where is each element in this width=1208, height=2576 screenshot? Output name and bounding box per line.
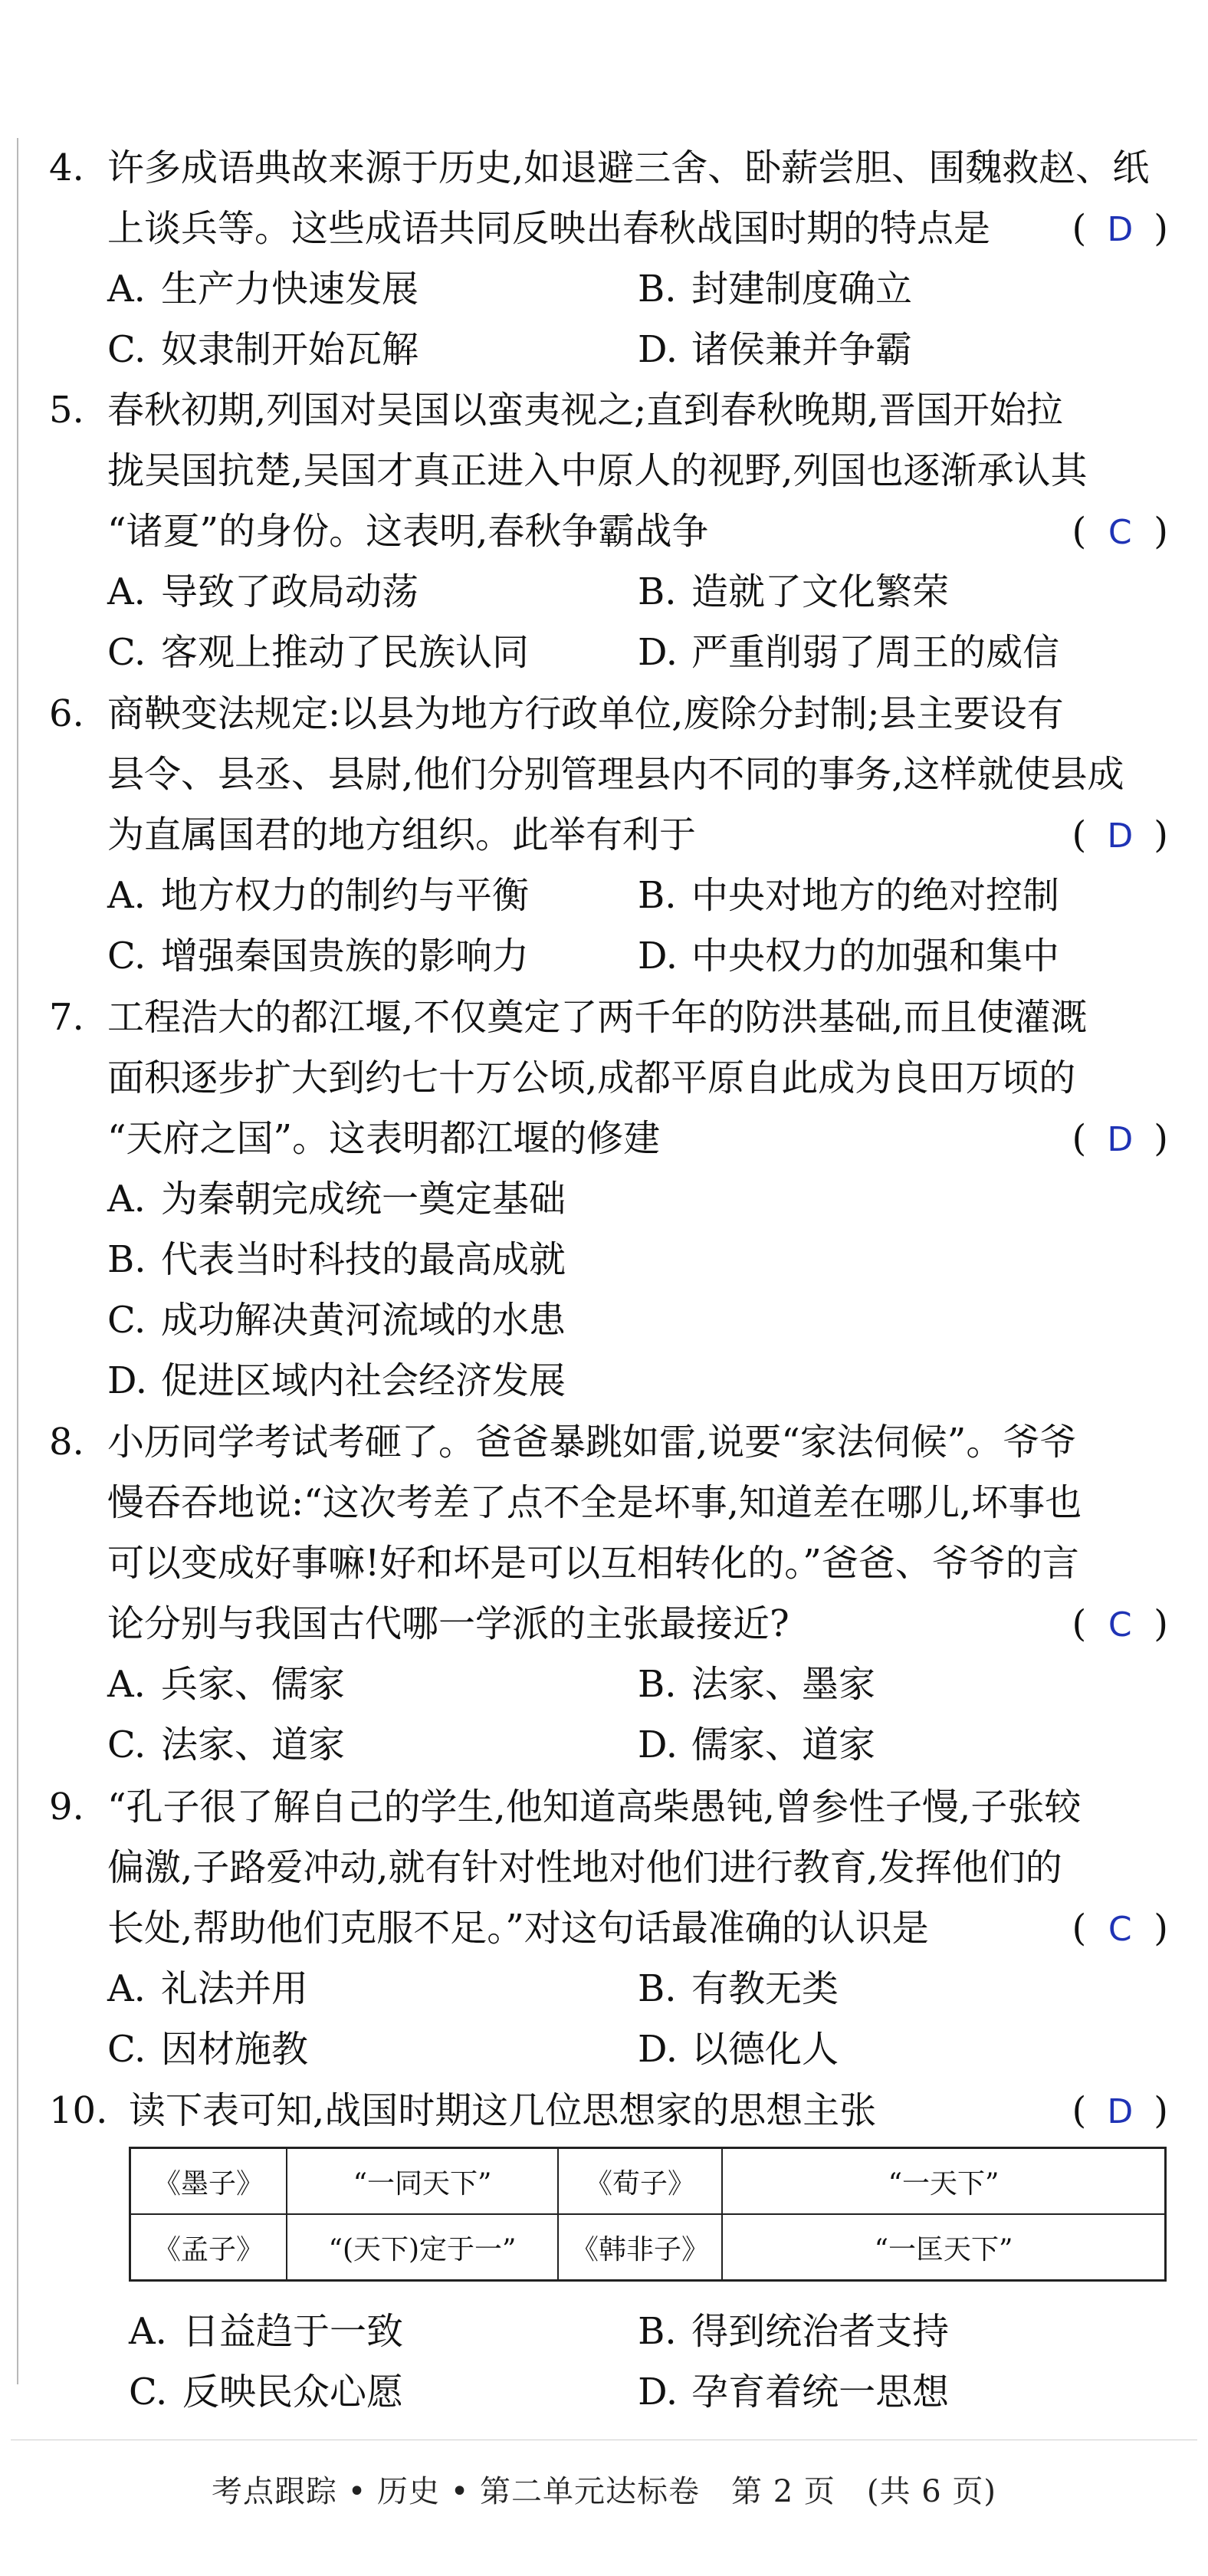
- option-d: D. 孕育着统一思想: [638, 2371, 950, 2413]
- question-stem-line: 县令、县丞、县尉,他们分别管理县内不同的事务,这样就使县成: [107, 753, 1124, 796]
- options: [49, 2302, 1168, 2423]
- question-stem-line: 偏激,子路爱冲动,就有针对性地对他们进行教育,发挥他们的: [107, 1846, 1062, 1889]
- question-5: [49, 380, 1168, 683]
- question-stem-line: 慢吞吞地说:“这次考差了点不全是坏事,知道差在哪儿,坏事也: [107, 1481, 1082, 1524]
- answer-letter: D: [1107, 1120, 1134, 1159]
- option-d: D. 促进区域内社会经济发展: [107, 1359, 566, 1402]
- options: [49, 1169, 1168, 1411]
- table-row: [130, 2214, 1166, 2281]
- question-stem-text: “天府之国”。这表明都江堰的修建: [107, 1117, 661, 1160]
- question-stem-line: 拢吴国抗楚,吴国才真正进入中原人的视野,列国也逐渐承认其: [107, 449, 1088, 492]
- question-stem-text: 为直属国君的地方组织。此举有利于: [107, 813, 697, 856]
- table-cell: 《孟子》: [130, 2214, 287, 2281]
- question-6: [49, 684, 1168, 987]
- question-stem-line: 可以变成好事嘛!好和坏是可以互相转化的。”爸爸、爷爷的言: [107, 1542, 1079, 1585]
- options: [49, 562, 1168, 683]
- option-b: B. 中央对地方的绝对控制: [638, 874, 1060, 917]
- answer-letter: D: [1107, 2092, 1134, 2131]
- question-stem-line: 春秋初期,列国对吴国以蛮夷视之;直到春秋晚期,晋国开始拉: [107, 389, 1063, 432]
- answer-letter: C: [1108, 1910, 1132, 1949]
- question-stem-line: 面积逐步扩大到约七十万公顷,成都平原自此成为良田万顷的: [107, 1056, 1076, 1099]
- question-stem-line-last: [49, 1594, 1168, 1654]
- question-number: 8.: [49, 1421, 84, 1464]
- answer-box: ( D ): [1072, 805, 1168, 866]
- table-cell: “一天下”: [722, 2148, 1166, 2215]
- option-c: C. 法家、道家: [107, 1723, 346, 1766]
- question-stem-text: 上谈兵等。这些成语共同反映出春秋战国时期的特点是: [107, 207, 991, 250]
- option-c: C. 成功解决黄河流域的水患: [107, 1299, 566, 1342]
- options: [49, 1959, 1168, 2080]
- option-a: A. 导致了政局动荡: [107, 570, 419, 613]
- option-c: C. 反映民众心愿: [129, 2371, 404, 2413]
- table-cell: “(天下)定于一”: [287, 2214, 558, 2281]
- question-4: [49, 138, 1168, 380]
- answer-letter: D: [1107, 816, 1134, 856]
- question-10: [49, 2081, 1168, 2141]
- answer-box: ( D ): [1072, 1109, 1168, 1170]
- question-8: [49, 1412, 1168, 1776]
- option-a: A. 日益趋于一致: [129, 2310, 404, 2353]
- question-10-options: [49, 2302, 1168, 2423]
- question-number: 7.: [49, 996, 84, 1039]
- question-number: 6.: [49, 692, 84, 735]
- question-stem-text: “诸夏”的身份。这表明,春秋争霸战争: [107, 510, 709, 553]
- question-stem-line-last: [49, 1898, 1168, 1959]
- option-a: A. 礼法并用: [107, 1967, 309, 2010]
- question-stem-line: 许多成语典故来源于历史,如退避三舍、卧薪尝胆、围魏救赵、纸: [107, 146, 1150, 189]
- question-number: 5.: [49, 389, 84, 432]
- question-stem-line-last: [49, 805, 1168, 866]
- question-stem-line: 小历同学考试考砸了。爸爸暴跳如雷,说要“家法伺候”。爷爷: [107, 1421, 1077, 1464]
- option-b: B. 代表当时科技的最高成就: [107, 1238, 566, 1281]
- table-cell: 《墨子》: [130, 2148, 287, 2215]
- option-a: A. 地方权力的制约与平衡: [107, 874, 530, 917]
- table-row: [130, 2148, 1166, 2215]
- option-b: B. 有教无类: [638, 1967, 839, 2010]
- options: [49, 866, 1168, 987]
- question-stem-line-last: [49, 2081, 1168, 2141]
- question-number: 4.: [49, 146, 84, 189]
- question-stem-line-last: [49, 501, 1168, 562]
- answer-letter: C: [1108, 1605, 1132, 1644]
- options: [49, 1654, 1168, 1776]
- option-c: C. 增强秦国贵族的影响力: [107, 935, 530, 978]
- option-a: A. 兵家、儒家: [107, 1663, 346, 1706]
- option-b: B. 法家、墨家: [638, 1663, 876, 1706]
- answer-letter: C: [1108, 513, 1132, 552]
- answer-box: ( C ): [1072, 1594, 1168, 1655]
- question-stem-text: 读下表可知,战国时期这几位思想家的思想主张: [129, 2089, 877, 2132]
- thinkers-table: [129, 2147, 1167, 2282]
- option-b: B. 封建制度确立: [638, 268, 913, 310]
- question-stem-line: 商鞅变法规定:以县为地方行政单位,废除分封制;县主要设有: [107, 692, 1064, 735]
- question-stem-line-last: [49, 1109, 1168, 1169]
- question-stem-text: 论分别与我国古代哪一学派的主张最接近?: [107, 1602, 789, 1645]
- option-c: C. 奴隶制开始瓦解: [107, 328, 419, 371]
- option-d: D. 以德化人: [638, 2028, 839, 2071]
- table-cell: “一同天下”: [287, 2148, 558, 2215]
- question-stem-line: 工程浩大的都江堰,不仅奠定了两千年的防洪基础,而且使灌溉: [107, 996, 1088, 1039]
- option-a: A. 生产力快速发展: [107, 268, 419, 310]
- answer-box: ( C ): [1072, 501, 1168, 563]
- question-stem-line-last: [49, 199, 1168, 259]
- question-stem-text: 长处,帮助他们克服不足。”对这句话最准确的认识是: [107, 1907, 929, 1950]
- question-7: [49, 987, 1168, 1411]
- option-d: D. 严重削弱了周王的威信: [638, 631, 1060, 674]
- question-9: [49, 1777, 1168, 2080]
- options: [49, 259, 1168, 380]
- question-number: 9.: [49, 1786, 84, 1829]
- option-b: B. 造就了文化繁荣: [638, 570, 950, 613]
- table-cell: 《韩非子》: [558, 2214, 722, 2281]
- option-a: A. 为秦朝完成统一奠定基础: [107, 1178, 566, 1221]
- answer-box: ( D ): [1072, 199, 1168, 260]
- option-c: C. 客观上推动了民族认同: [107, 631, 530, 674]
- option-d: D. 中央权力的加强和集中: [638, 935, 1060, 978]
- option-d: D. 诸侯兼并争霸: [638, 328, 913, 371]
- option-c: C. 因材施教: [107, 2028, 309, 2071]
- answer-letter: D: [1107, 210, 1134, 249]
- table-cell: 《荀子》: [558, 2148, 722, 2215]
- answer-box: ( C ): [1072, 1898, 1168, 1960]
- question-number: 10.: [49, 2089, 108, 2132]
- table-cell: “一匡天下”: [722, 2214, 1166, 2281]
- option-b: B. 得到统治者支持: [638, 2310, 950, 2353]
- question-stem-line: “孔子很了解自己的学生,他知道高柴愚钝,曾参性子慢,子张较: [107, 1786, 1082, 1829]
- page-footer: 考点跟踪 • 历史 • 第二单元达标卷 第 2 页 (共 6 页): [211, 2474, 996, 2509]
- option-d: D. 儒家、道家: [638, 1723, 876, 1766]
- answer-box: ( D ): [1072, 2081, 1168, 2142]
